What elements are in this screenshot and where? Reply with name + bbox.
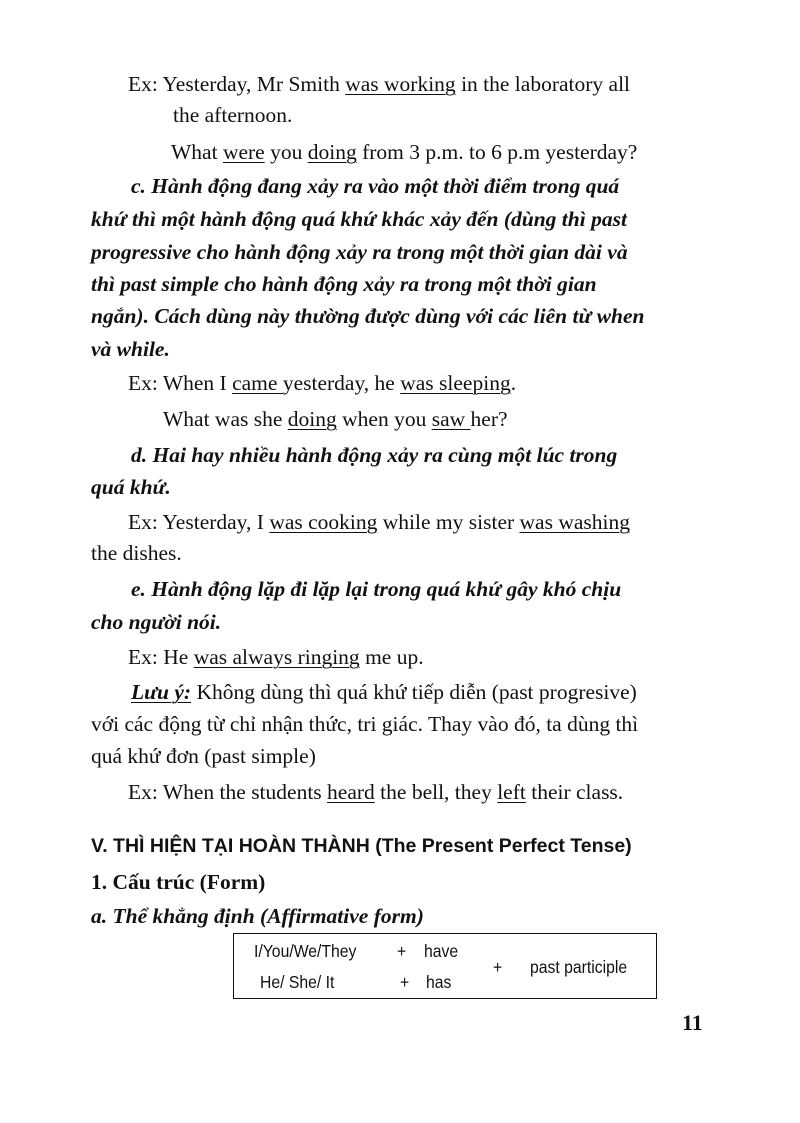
formula-plus: + — [397, 941, 407, 961]
example-line — [171, 138, 637, 166]
note-line: Lưu ý: Không dùng thì quá khứ tiếp diễn (past progresive) — [131, 680, 637, 704]
example-line: the dishes. — [91, 541, 182, 565]
page-number: 11 — [682, 1010, 703, 1035]
example-line — [173, 101, 292, 129]
formula-verb-have: have — [424, 941, 459, 961]
rule-text: khứ thì một hành động quá khứ khác xảy đến (dùng thì past — [91, 207, 627, 231]
text: the afternoon. — [173, 103, 293, 127]
rule-text: e. Hành động lặp đi lặp lại trong quá khứ gây khó chịu — [131, 577, 622, 601]
formula-box — [233, 933, 657, 999]
rule-text: cho người nói. — [91, 610, 222, 634]
formula-verb-has: has — [426, 972, 452, 992]
underlined-verb: was sleeping — [400, 371, 511, 395]
text: in the laboratory all — [455, 72, 631, 96]
rule-text: quá khứ. — [91, 475, 171, 499]
subsection-heading: 1. Cấu trúc (Form) — [91, 870, 266, 894]
note-line: với các động từ chỉ nhận thức, tri giác. Thay vào đó, ta dùng thì — [91, 712, 639, 736]
section-heading: V. THÌ HIỆN TẠI HOÀN THÀNH (The Present Perfect Tense) — [91, 835, 632, 857]
formula-plus: + — [493, 957, 503, 977]
formula-subject-singular: He/ She/ It — [260, 972, 335, 992]
example-line — [128, 70, 630, 98]
formula-past-participle: past participle — [530, 957, 628, 977]
example-line: Ex: When the students heard the bell, they left their class. — [128, 780, 624, 804]
underlined-verb: came — [232, 371, 283, 395]
rule-text: và while. — [91, 337, 170, 361]
underlined-verb: saw — [431, 407, 471, 431]
example-line: What was she doing when you saw her? — [163, 407, 508, 431]
underlined-verb: left — [497, 780, 526, 804]
note-line: quá khứ đơn (past simple) — [91, 744, 316, 768]
underlined-verb: were — [222, 140, 265, 164]
underlined-verb: doing — [287, 407, 337, 431]
rule-text: thì past simple cho hành động xảy ra trong một thời gian — [91, 272, 597, 296]
underlined-verb: was always ringing — [193, 645, 360, 669]
example-line: Ex: When I came yesterday, he was sleeping. — [128, 371, 517, 395]
underlined-verb: was working — [345, 72, 456, 96]
formula-subject-plural: I/You/We/They — [254, 941, 357, 961]
text: Ex: Yesterday, Mr Smith — [128, 72, 346, 96]
underlined-verb: was cooking — [269, 510, 378, 534]
text: What — [171, 140, 223, 164]
underlined-verb: heard — [327, 780, 375, 804]
underlined-verb: doing — [307, 140, 357, 164]
form-heading: a. Thể khẳng định (Affirmative form) — [91, 904, 424, 928]
rule-text: d. Hai hay nhiều hành động xảy ra cùng một lúc trong — [131, 443, 618, 467]
formula-plus: + — [400, 972, 410, 992]
example-line: Ex: He was always ringing me up. — [128, 645, 424, 669]
rule-text: progressive cho hành động xảy ra trong một thời gian dài và — [91, 240, 628, 264]
text: you — [264, 140, 308, 164]
text: from 3 p.m. to 6 p.m yesterday? — [356, 140, 638, 164]
example-line: Ex: Yesterday, I was cooking while my sister was washing — [128, 510, 631, 534]
rule-text: c. Hành động đang xảy ra vào một thời điểm trong quá — [131, 174, 620, 198]
underlined-verb: was washing — [519, 510, 631, 534]
note-label: Lưu ý: — [131, 680, 192, 704]
rule-text: ngắn). Cách dùng này thường được dùng với các liên từ when — [91, 304, 645, 328]
